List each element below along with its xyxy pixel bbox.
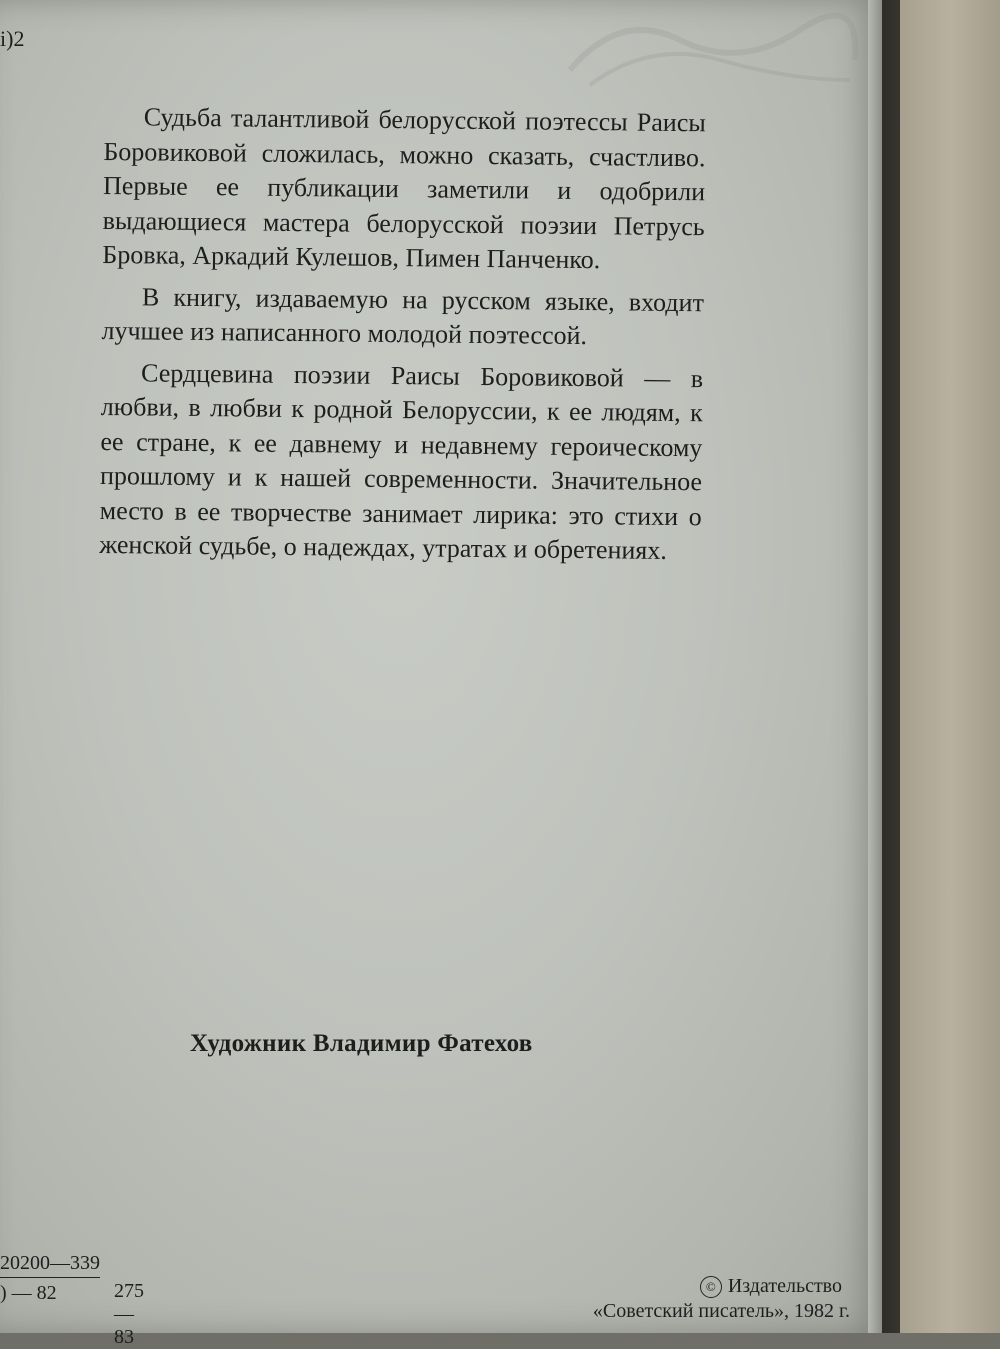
artist-credit: Художник Владимир Фатехов	[190, 1030, 533, 1057]
copyright-icon: ©	[700, 1276, 722, 1298]
copyright-notice	[530, 1275, 850, 1323]
publisher-label: Издательство	[727, 1275, 842, 1297]
catalog-line-1: 20200—339	[0, 1252, 100, 1278]
paragraph: Судьба талантливой белорусской поэтессы Раисы Боровиковой сложилась, можно сказать, счастливо. Первые ее публикации заметили и одобрили выдающиеся мастера белорусской поэзии Петрусь Бровка, Аркадий Кулешов, Пимен Панченко.	[102, 102, 706, 275]
paragraph: Сердцевина поэзии Раисы Боровиковой — в любви, в любви к родной Белоруссии, к ее людям, к ее стране, к ее давнему и недавнему героическому прошлому и к нашей современности. Значительное место в ее творчестве занимает лирика: это стихи о женской судьбе, о надеждах, утратах и обретениях.	[99, 357, 704, 565]
catalog-number: 275—83	[114, 1280, 144, 1348]
annotation-text	[99, 100, 706, 576]
page-corner-mark: і)2	[0, 26, 25, 51]
page-edge-shadow	[868, 0, 882, 1333]
copyright-line-2: «Советский писатель», 1982 г.	[592, 1300, 850, 1323]
show-through-ornament	[560, 0, 860, 90]
paragraph: В книгу, издаваемую на русском языке, входит лучшее из написанного молодой поэтессой.	[101, 281, 705, 351]
next-page-edge	[900, 0, 1000, 1333]
catalog-index	[0, 1252, 144, 1348]
copyright-line-1	[530, 1275, 842, 1298]
catalog-line-2: ) — 82	[0, 1282, 57, 1304]
